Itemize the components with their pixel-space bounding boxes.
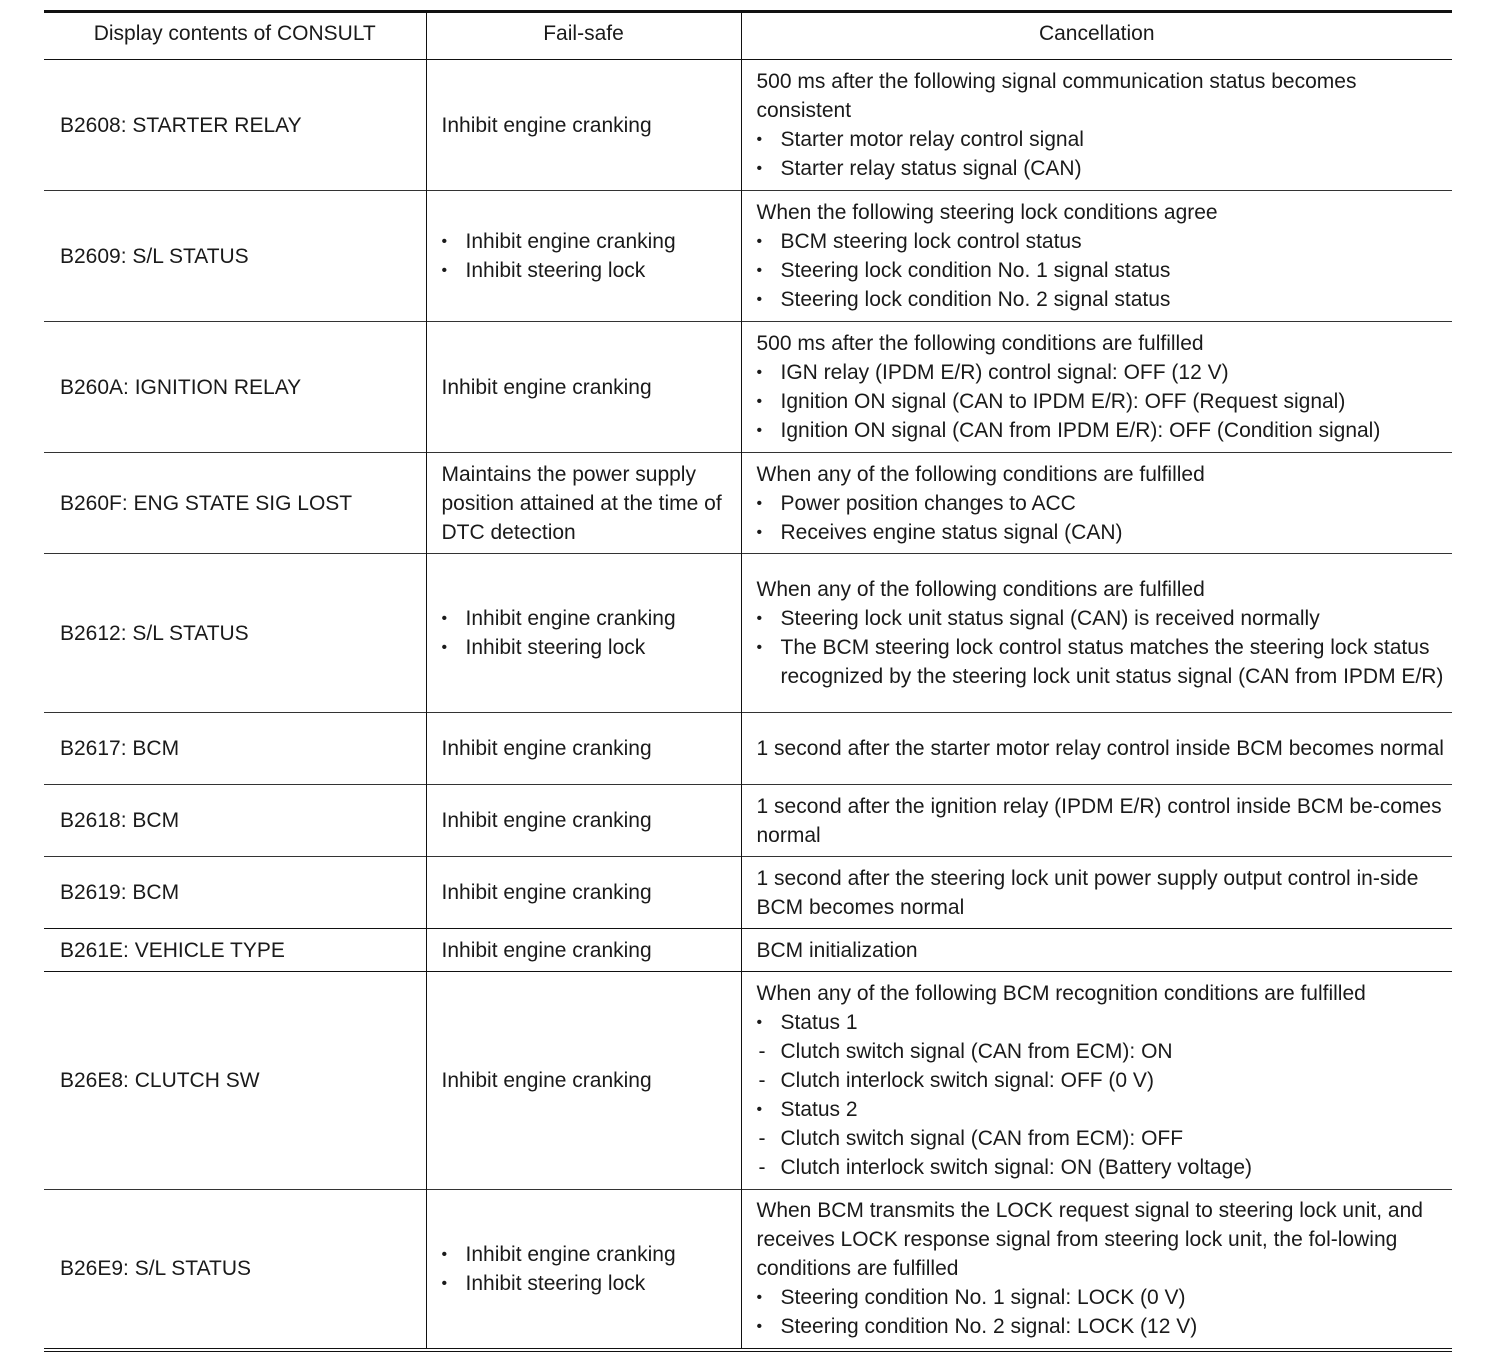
list-item: • Status 2 (757, 1095, 1447, 1124)
dtc-code: B2609: S/L STATUS (44, 191, 426, 322)
cancellation-cell: 1 second after the ignition relay (IPDM E/R) control inside BCM be-comes normal (741, 785, 1452, 857)
failsafe-cell: Maintains the power supply position attained at the time of DTC detection (426, 453, 741, 554)
failsafe-cell: Inhibit engine cranking (426, 972, 741, 1190)
cancellation-list (757, 1283, 1447, 1341)
dtc-code: B26E8: CLUTCH SW (44, 972, 426, 1190)
dtc-code: B260A: IGNITION RELAY (44, 322, 426, 453)
dtc-code: B261E: VEHICLE TYPE (44, 929, 426, 972)
cancellation-list (757, 1008, 1447, 1182)
list-item: - Clutch switch signal (CAN from ECM): ON (757, 1037, 1447, 1066)
list-item: • Inhibit engine cranking (442, 1240, 733, 1269)
table-row (44, 322, 1452, 453)
cancellation-cell (741, 60, 1452, 191)
dtc-code: B2617: BCM (44, 713, 426, 785)
table-row (44, 713, 1452, 785)
failsafe-list (442, 1240, 733, 1298)
list-item: • IGN relay (IPDM E/R) control signal: OFF (12 V) (757, 358, 1447, 387)
cancellation-intro: When any of the following conditions are fulfilled (756, 578, 1205, 601)
cancellation-cell (741, 972, 1452, 1190)
dtc-code: B2619: BCM (44, 857, 426, 929)
list-item: • Inhibit engine cranking (442, 604, 733, 633)
cancellation-cell (741, 191, 1452, 322)
failsafe-cell: Inhibit engine cranking (426, 60, 741, 191)
table-row (44, 453, 1452, 554)
failsafe-cell (426, 1190, 741, 1350)
header-failsafe: Fail-safe (426, 12, 741, 60)
cancellation-cell: BCM initialization (741, 929, 1452, 972)
list-item: • Ignition ON signal (CAN to IPDM E/R): OFF (Request signal) (757, 387, 1447, 416)
cancellation-list (757, 125, 1447, 183)
dtc-code: B2618: BCM (44, 785, 426, 857)
cancellation-list (757, 489, 1447, 547)
table-row (44, 857, 1452, 929)
list-item: • Steering lock unit status signal (CAN) is received normally (757, 604, 1447, 633)
cancellation-intro: 500 ms after the following signal communication status becomes consistent (756, 70, 1357, 122)
failsafe-cell: Inhibit engine cranking (426, 785, 741, 857)
list-item: • Ignition ON signal (CAN from IPDM E/R): OFF (Condition signal) (757, 416, 1447, 445)
cancellation-cell (741, 322, 1452, 453)
header-cancellation: Cancellation (741, 12, 1452, 60)
cancellation-intro: When the following steering lock conditions agree (756, 201, 1218, 224)
cancellation-intro: 500 ms after the following conditions are fulfilled (756, 332, 1204, 355)
table-row (44, 1190, 1452, 1350)
cancellation-cell (741, 554, 1452, 713)
header-consult: Display contents of CONSULT (44, 12, 426, 60)
failsafe-cell: Inhibit engine cranking (426, 322, 741, 453)
list-item: • The BCM steering lock control status matches the steering lock status recognized by the steering lock unit status signal (CAN from IPDM E/R) (757, 633, 1447, 691)
dtc-code: B26E9: S/L STATUS (44, 1190, 426, 1350)
failsafe-list (442, 227, 733, 285)
cancellation-list (757, 358, 1447, 445)
cancellation-intro: When any of the following BCM recognition conditions are fulfilled (756, 982, 1366, 1005)
list-item: • Inhibit steering lock (442, 1269, 733, 1298)
cancellation-list (757, 227, 1447, 314)
cancellation-cell: 1 second after the steering lock unit power supply output control in-side BCM becomes normal (741, 857, 1452, 929)
list-item: • Steering lock condition No. 2 signal status (757, 285, 1447, 314)
cancellation-intro: When any of the following conditions are fulfilled (756, 462, 1205, 486)
failsafe-cell: Inhibit engine cranking (426, 857, 741, 929)
list-item: • Inhibit engine cranking (442, 227, 733, 256)
failsafe-cell: Inhibit engine cranking (426, 713, 741, 785)
list-item: • BCM steering lock control status (757, 227, 1447, 256)
cancellation-cell (741, 1190, 1452, 1350)
list-item: • Inhibit steering lock (442, 633, 733, 662)
list-item: • Inhibit steering lock (442, 256, 733, 285)
failsafe-list (442, 604, 733, 662)
table-row (44, 929, 1452, 972)
list-item: • Starter motor relay control signal (757, 125, 1447, 154)
list-item: • Steering condition No. 1 signal: LOCK (0 V) (757, 1283, 1447, 1312)
list-item: • Power position changes to ACC (757, 489, 1447, 518)
failsafe-cell (426, 554, 741, 713)
cancellation-cell (741, 453, 1452, 554)
table-row (44, 554, 1452, 713)
list-item: • Status 1 (757, 1008, 1447, 1037)
list-item: • Steering condition No. 2 signal: LOCK (12 V) (757, 1312, 1447, 1341)
list-item: - Clutch switch signal (CAN from ECM): OFF (757, 1124, 1447, 1153)
list-item: • Starter relay status signal (CAN) (757, 154, 1447, 183)
failsafe-cell: Inhibit engine cranking (426, 929, 741, 972)
cancellation-list (757, 604, 1447, 691)
table-row (44, 60, 1452, 191)
dtc-code: B2608: STARTER RELAY (44, 60, 426, 191)
table-row (44, 191, 1452, 322)
cancellation-intro: When BCM transmits the LOCK request signal to steering lock unit, and receives LOCK response signal from steering lock unit, the fol-lowing conditions are fulfilled (756, 1199, 1423, 1281)
table-header-row (44, 12, 1452, 60)
list-item: • Steering lock condition No. 1 signal status (757, 256, 1447, 285)
table-row (44, 785, 1452, 857)
cancellation-cell: 1 second after the starter motor relay control inside BCM becomes normal (741, 713, 1452, 785)
failsafe-table (44, 10, 1452, 1352)
dtc-code: B260F: ENG STATE SIG LOST (44, 453, 426, 554)
list-item: - Clutch interlock switch signal: OFF (0 V) (757, 1066, 1447, 1095)
failsafe-cell (426, 191, 741, 322)
table-row (44, 972, 1452, 1190)
dtc-code: B2612: S/L STATUS (44, 554, 426, 713)
list-item: • Receives engine status signal (CAN) (757, 518, 1447, 547)
list-item: - Clutch interlock switch signal: ON (Battery voltage) (757, 1153, 1447, 1182)
